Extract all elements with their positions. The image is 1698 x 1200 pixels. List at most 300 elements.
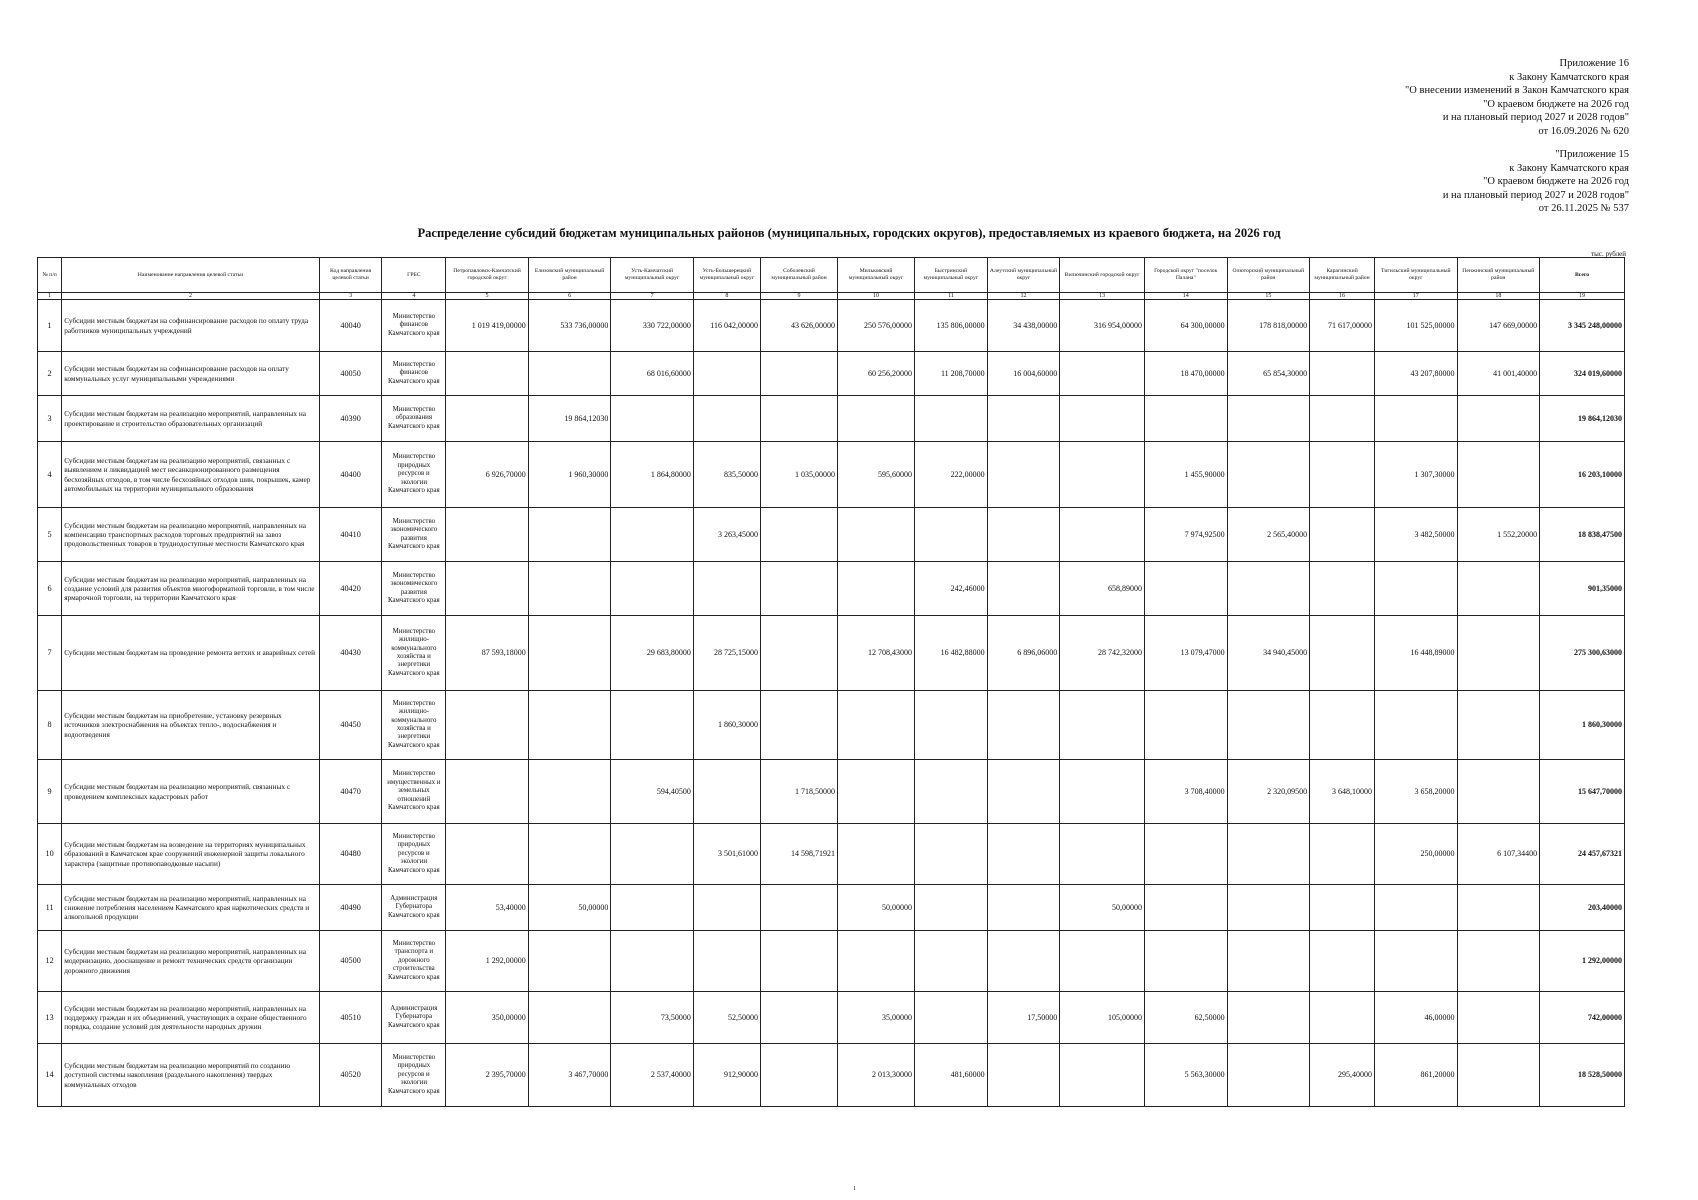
value-cell: 250,00000: [1375, 824, 1458, 885]
column-number: 18: [1457, 293, 1540, 300]
value-cell: [446, 760, 529, 824]
value-cell: [1145, 396, 1228, 442]
total-cell: 324 019,60000: [1540, 352, 1625, 396]
value-cell: [915, 396, 988, 442]
row-number-cell: 4: [38, 442, 62, 508]
value-cell: 3 658,20000: [1375, 760, 1458, 824]
direction-code-cell: 40490: [319, 885, 382, 931]
value-cell: 330 722,00000: [611, 300, 694, 352]
value-cell: [528, 760, 611, 824]
value-cell: [1310, 352, 1375, 396]
value-cell: [838, 396, 915, 442]
direction-code-cell: 40430: [319, 616, 382, 691]
row-number-cell: 13: [38, 992, 62, 1044]
table-row: [38, 616, 1625, 691]
value-cell: [1060, 691, 1145, 760]
value-cell: [760, 931, 837, 992]
table-row: [38, 508, 1625, 562]
value-cell: [1060, 396, 1145, 442]
appendix-line: Приложение 16: [1559, 58, 1629, 69]
value-cell: [446, 396, 529, 442]
value-cell: [987, 1044, 1060, 1107]
total-cell: 15 647,70000: [1540, 760, 1625, 824]
appendix-line: "О внесении изменений в Закон Камчатского края: [1405, 85, 1629, 97]
table-body: [38, 300, 1625, 1107]
value-cell: [915, 760, 988, 824]
value-cell: 350,00000: [446, 992, 529, 1044]
value-cell: [693, 352, 760, 396]
value-cell: 2 395,70000: [446, 1044, 529, 1107]
value-cell: 3 708,40000: [1145, 760, 1228, 824]
grbs-cell: Администрация Губернатора Камчатского края: [382, 992, 446, 1044]
table-row: [38, 396, 1625, 442]
value-cell: 1 864,80000: [611, 442, 694, 508]
value-cell: [987, 824, 1060, 885]
value-cell: [1310, 508, 1375, 562]
value-cell: 68 016,60000: [611, 352, 694, 396]
value-cell: [1375, 562, 1458, 616]
grbs-cell: Министерство природных ресурсов и экологии Камчатского края: [382, 1044, 446, 1107]
grbs-cell: Министерство финансов Камчатского края: [382, 352, 446, 396]
value-cell: [1227, 931, 1310, 992]
table-row: [38, 1044, 1625, 1107]
value-cell: 13 079,47000: [1145, 616, 1228, 691]
value-cell: 101 525,00000: [1375, 300, 1458, 352]
value-cell: [611, 691, 694, 760]
direction-name-cell: Субсидии местным бюджетам на реализацию мероприятий, направленных на снижение потребления населением Камчатского края наркотических средств и алкогольной продукции: [62, 885, 320, 931]
column-number: 16: [1310, 293, 1375, 300]
value-cell: 50,00000: [528, 885, 611, 931]
value-cell: [838, 508, 915, 562]
value-cell: [1060, 824, 1145, 885]
column-number: 14: [1145, 293, 1228, 300]
value-cell: [611, 824, 694, 885]
column-header: Наименование направления целевой статьи: [62, 258, 320, 293]
value-cell: 73,50000: [611, 992, 694, 1044]
value-cell: [528, 824, 611, 885]
value-cell: [1145, 885, 1228, 931]
value-cell: [446, 508, 529, 562]
value-cell: [1227, 396, 1310, 442]
value-cell: [1310, 396, 1375, 442]
value-cell: [915, 885, 988, 931]
grbs-cell: Министерство природных ресурсов и экологии Камчатского края: [382, 824, 446, 885]
total-cell: 18 838,47500: [1540, 508, 1625, 562]
appendix-line: к Закону Камчатского края: [1509, 71, 1629, 83]
table-row: [38, 760, 1625, 824]
grbs-cell: Министерство экономического развития Камчатского края: [382, 562, 446, 616]
value-cell: 835,50000: [693, 442, 760, 508]
value-cell: [760, 352, 837, 396]
value-cell: 7 974,92500: [1145, 508, 1228, 562]
value-cell: 1 019 419,00000: [446, 300, 529, 352]
value-cell: [987, 760, 1060, 824]
value-cell: 250 576,00000: [838, 300, 915, 352]
grbs-cell: Министерство финансов Камчатского края: [382, 300, 446, 352]
value-cell: [1310, 616, 1375, 691]
value-cell: [760, 992, 837, 1044]
direction-name-cell: Субсидии местным бюджетам на софинансирование расходов по оплату труда работников муниципальных учреждений: [62, 300, 320, 352]
column-header: Всего: [1540, 258, 1625, 293]
value-cell: [528, 931, 611, 992]
table-row: [38, 352, 1625, 396]
column-header: Городской округ "поселок Палана": [1145, 258, 1228, 293]
column-number: 7: [611, 293, 694, 300]
value-cell: 242,46000: [915, 562, 988, 616]
value-cell: [760, 562, 837, 616]
value-cell: [446, 562, 529, 616]
table-row: [38, 885, 1625, 931]
direction-name-cell: Субсидии местным бюджетам на приобретение, установку резервных источников электроснабжения на объектах тепло-, водоснабжения и водоотведения: [62, 691, 320, 760]
direction-code-cell: 40470: [319, 760, 382, 824]
value-cell: [1310, 992, 1375, 1044]
value-cell: [838, 691, 915, 760]
value-cell: [528, 992, 611, 1044]
value-cell: 6 896,06000: [987, 616, 1060, 691]
direction-name-cell: Субсидии местным бюджетам на софинансирование расходов на оплату коммунальных услуг муниципальными учреждениями: [62, 352, 320, 396]
value-cell: [1060, 1044, 1145, 1107]
value-cell: [760, 616, 837, 691]
value-cell: 65 854,30000: [1227, 352, 1310, 396]
value-cell: 62,50000: [1145, 992, 1228, 1044]
total-cell: 275 300,63000: [1540, 616, 1625, 691]
direction-name-cell: Субсидии местным бюджетам на реализацию мероприятий, направленных на создание условий для развития объектов многоформатной торговли, в том числе ярмарочной торговли, на территории Камчатского края: [62, 562, 320, 616]
value-cell: [760, 508, 837, 562]
direction-name-cell: Субсидии местным бюджетам на проведение ремонта ветхих и аварийных сетей: [62, 616, 320, 691]
value-cell: [915, 691, 988, 760]
value-cell: 2 013,30000: [838, 1044, 915, 1107]
header-row: [38, 258, 1625, 293]
column-header: Усть-Камчатский муниципальный округ: [611, 258, 694, 293]
column-number: 15: [1227, 293, 1310, 300]
grbs-cell: Министерство природных ресурсов и экологии Камчатского края: [382, 442, 446, 508]
value-cell: [1227, 824, 1310, 885]
value-cell: [1227, 562, 1310, 616]
grbs-cell: Министерство экономического развития Камчатского края: [382, 508, 446, 562]
value-cell: [1310, 691, 1375, 760]
value-cell: [693, 931, 760, 992]
value-cell: 29 683,80000: [611, 616, 694, 691]
value-cell: 594,40500: [611, 760, 694, 824]
value-cell: [1457, 931, 1540, 992]
appendix-line: от 26.11.2025 № 537: [1538, 203, 1629, 215]
value-cell: 1 552,20000: [1457, 508, 1540, 562]
value-cell: [446, 824, 529, 885]
direction-name-cell: Субсидии местным бюджетам на реализацию мероприятий, направленных на компенсацию транспортных расходов торговых предприятий на завоз продовольственных товаров в труднодоступные местности Камчатского края: [62, 508, 320, 562]
value-cell: 35,00000: [838, 992, 915, 1044]
column-header: ГРБС: [382, 258, 446, 293]
value-cell: 595,60000: [838, 442, 915, 508]
value-cell: 43 207,80000: [1375, 352, 1458, 396]
value-cell: 46,00000: [1375, 992, 1458, 1044]
value-cell: [1457, 885, 1540, 931]
row-number-cell: 11: [38, 885, 62, 931]
page-number: 1: [853, 1186, 856, 1192]
grbs-cell: Министерство имущественных и земельных отношений Камчатского края: [382, 760, 446, 824]
total-cell: 203,40000: [1540, 885, 1625, 931]
value-cell: [760, 691, 837, 760]
value-cell: [1145, 691, 1228, 760]
grbs-cell: Министерство транспорта и дорожного строительства Камчатского края: [382, 931, 446, 992]
column-number: 12: [987, 293, 1060, 300]
table-row: [38, 824, 1625, 885]
total-cell: 1 292,00000: [1540, 931, 1625, 992]
value-cell: 14 598,71921: [760, 824, 837, 885]
value-cell: [1457, 562, 1540, 616]
grbs-cell: Министерство образования Камчатского края: [382, 396, 446, 442]
value-cell: [693, 760, 760, 824]
value-cell: 135 806,00000: [915, 300, 988, 352]
value-cell: [1060, 352, 1145, 396]
value-cell: 34 940,45000: [1227, 616, 1310, 691]
table-row: [38, 992, 1625, 1044]
value-cell: [528, 508, 611, 562]
row-number-cell: 12: [38, 931, 62, 992]
value-cell: 71 617,00000: [1310, 300, 1375, 352]
row-number-cell: 10: [38, 824, 62, 885]
value-cell: [1145, 562, 1228, 616]
total-cell: 16 203,10000: [1540, 442, 1625, 508]
direction-code-cell: 40050: [319, 352, 382, 396]
value-cell: 18 470,00000: [1145, 352, 1228, 396]
column-header: Олюторский муниципальный район: [1227, 258, 1310, 293]
value-cell: [915, 824, 988, 885]
value-cell: [838, 931, 915, 992]
appendix-line: "О краевом бюджете на 2026 год: [1483, 98, 1629, 110]
column-number: 1: [38, 293, 62, 300]
table-row: [38, 300, 1625, 352]
appendix-line: от 16.09.2026 № 620: [1538, 125, 1629, 137]
direction-code-cell: 40520: [319, 1044, 382, 1107]
column-header: Тигильский муниципальный округ: [1375, 258, 1458, 293]
value-cell: [1375, 885, 1458, 931]
column-header: Быстринский муниципальный округ: [915, 258, 988, 293]
value-cell: [1060, 508, 1145, 562]
value-cell: [528, 616, 611, 691]
value-cell: 2 320,09500: [1227, 760, 1310, 824]
column-header: Пенжинский муниципальный район: [1457, 258, 1540, 293]
total-cell: 742,00000: [1540, 992, 1625, 1044]
value-cell: 52,50000: [693, 992, 760, 1044]
value-cell: [760, 396, 837, 442]
column-number: 3: [319, 293, 382, 300]
column-header: Код направления целевой статьи: [319, 258, 382, 293]
value-cell: [915, 508, 988, 562]
value-cell: [1375, 931, 1458, 992]
value-cell: 861,20000: [1375, 1044, 1458, 1107]
column-number: 10: [838, 293, 915, 300]
value-cell: 16 004,60000: [987, 352, 1060, 396]
column-number: 5: [446, 293, 529, 300]
column-header: Мильковский муниципальный округ: [838, 258, 915, 293]
value-cell: [1457, 396, 1540, 442]
appendix-old-header: [1443, 148, 1629, 216]
value-cell: 533 736,00000: [528, 300, 611, 352]
column-number: 17: [1375, 293, 1458, 300]
value-cell: 17,50000: [987, 992, 1060, 1044]
table-header: [38, 258, 1625, 300]
direction-code-cell: 40400: [319, 442, 382, 508]
value-cell: 16 448,89000: [1375, 616, 1458, 691]
column-header: Карагинский муниципальный район: [1310, 258, 1375, 293]
table-row: [38, 691, 1625, 760]
value-cell: 6 926,70000: [446, 442, 529, 508]
appendix-line: и на плановый период 2027 и 2028 годов": [1442, 112, 1629, 124]
row-number-cell: 2: [38, 352, 62, 396]
value-cell: [1310, 931, 1375, 992]
row-number-cell: 8: [38, 691, 62, 760]
row-number-cell: 3: [38, 396, 62, 442]
column-number: 2: [62, 293, 320, 300]
column-header: № п/п: [38, 258, 62, 293]
value-cell: [1310, 885, 1375, 931]
value-cell: [1060, 442, 1145, 508]
grbs-cell: Администрация Губернатора Камчатского края: [382, 885, 446, 931]
value-cell: [611, 396, 694, 442]
value-cell: [693, 562, 760, 616]
value-cell: [915, 992, 988, 1044]
value-cell: [611, 885, 694, 931]
value-cell: [446, 352, 529, 396]
value-cell: [1457, 1044, 1540, 1107]
value-cell: [1457, 616, 1540, 691]
value-cell: 34 438,00000: [987, 300, 1060, 352]
total-cell: 18 528,50000: [1540, 1044, 1625, 1107]
direction-code-cell: 40480: [319, 824, 382, 885]
value-cell: [987, 931, 1060, 992]
value-cell: 2 565,40000: [1227, 508, 1310, 562]
value-cell: [987, 442, 1060, 508]
total-cell: 19 864,12030: [1540, 396, 1625, 442]
column-number: 8: [693, 293, 760, 300]
column-number: 19: [1540, 293, 1625, 300]
direction-code-cell: 40410: [319, 508, 382, 562]
direction-name-cell: Субсидии местным бюджетам на реализацию мероприятий, направленных на проектирование и строительство образовательных организаций: [62, 396, 320, 442]
value-cell: [987, 562, 1060, 616]
value-cell: [528, 562, 611, 616]
value-cell: 6 107,34400: [1457, 824, 1540, 885]
column-header: Соболевский муниципальный район: [760, 258, 837, 293]
value-cell: 41 001,40000: [1457, 352, 1540, 396]
value-cell: [1310, 824, 1375, 885]
direction-code-cell: 40040: [319, 300, 382, 352]
column-number: 9: [760, 293, 837, 300]
value-cell: [1227, 691, 1310, 760]
value-cell: 658,89000: [1060, 562, 1145, 616]
total-cell: 24 457,67321: [1540, 824, 1625, 885]
value-cell: 53,40000: [446, 885, 529, 931]
table-row: [38, 931, 1625, 992]
unit-label: тыс. рублей: [1591, 250, 1626, 258]
direction-name-cell: Субсидии местным бюджетам на реализацию мероприятий, направленных на модернизацию, дооснащение и ремонт технических средств организации дорожного движения: [62, 931, 320, 992]
column-header: Алеутский муниципальный округ: [987, 258, 1060, 293]
direction-name-cell: Субсидии местным бюджетам на возведение на территориях муниципальных образований в Камчатском крае сооружений инженерной защиты локального характера (защитные противопаводковые насыпи): [62, 824, 320, 885]
column-header: Петропавловск-Камчатский городской округ: [446, 258, 529, 293]
value-cell: 316 954,00000: [1060, 300, 1145, 352]
document-title: Распределение субсидий бюджетам муниципальных районов (муниципальных, городских округов), предоставляемых из краевого бюджета, на 2026 год: [417, 226, 1281, 240]
subsidy-distribution-table: [37, 257, 1625, 1107]
value-cell: [1310, 562, 1375, 616]
value-cell: [528, 691, 611, 760]
value-cell: [446, 691, 529, 760]
row-number-cell: 7: [38, 616, 62, 691]
value-cell: [1457, 992, 1540, 1044]
value-cell: 178 818,00000: [1227, 300, 1310, 352]
total-cell: 1 860,30000: [1540, 691, 1625, 760]
column-number: 6: [528, 293, 611, 300]
value-cell: 295,40000: [1310, 1044, 1375, 1107]
value-cell: 2 537,40000: [611, 1044, 694, 1107]
value-cell: 3 648,10000: [1310, 760, 1375, 824]
value-cell: [987, 508, 1060, 562]
value-cell: [1457, 760, 1540, 824]
table-row: [38, 442, 1625, 508]
value-cell: 481,60000: [915, 1044, 988, 1107]
value-cell: 105,00000: [1060, 992, 1145, 1044]
value-cell: [1375, 396, 1458, 442]
value-cell: [760, 1044, 837, 1107]
value-cell: [693, 885, 760, 931]
direction-code-cell: 40500: [319, 931, 382, 992]
value-cell: 3 467,70000: [528, 1044, 611, 1107]
column-header: Вилючинский городской округ: [1060, 258, 1145, 293]
value-cell: [1145, 824, 1228, 885]
value-cell: 60 256,20000: [838, 352, 915, 396]
column-header: Усть-Большерецкий муниципальный округ: [693, 258, 760, 293]
value-cell: [838, 562, 915, 616]
value-cell: 3 263,45000: [693, 508, 760, 562]
value-cell: 1 455,90000: [1145, 442, 1228, 508]
value-cell: 19 864,12030: [528, 396, 611, 442]
direction-code-cell: 40450: [319, 691, 382, 760]
value-cell: 50,00000: [1060, 885, 1145, 931]
direction-name-cell: Субсидии местным бюджетам на реализацию мероприятий, направленных на поддержку граждан и их объединений, участвующих в охране общественного порядка, создание условий для деятельности народных дружин: [62, 992, 320, 1044]
value-cell: [987, 396, 1060, 442]
direction-code-cell: 40510: [319, 992, 382, 1044]
value-cell: [1060, 760, 1145, 824]
row-number-cell: 1: [38, 300, 62, 352]
direction-name-cell: Субсидии местным бюджетам на реализацию мероприятий, связанных с проведением комплексных кадастровых работ: [62, 760, 320, 824]
column-number: 4: [382, 293, 446, 300]
value-cell: 1 292,00000: [446, 931, 529, 992]
value-cell: [760, 885, 837, 931]
value-cell: 50,00000: [838, 885, 915, 931]
value-cell: 147 669,00000: [1457, 300, 1540, 352]
value-cell: 912,90000: [693, 1044, 760, 1107]
value-cell: 116 042,00000: [693, 300, 760, 352]
value-cell: 1 307,30000: [1375, 442, 1458, 508]
value-cell: [987, 885, 1060, 931]
value-cell: 64 300,00000: [1145, 300, 1228, 352]
value-cell: 12 708,43000: [838, 616, 915, 691]
value-cell: [1457, 442, 1540, 508]
appendix-line: и на плановый период 2027 и 2028 годов": [1442, 189, 1629, 201]
value-cell: [1227, 992, 1310, 1044]
total-cell: 3 345 248,00000: [1540, 300, 1625, 352]
direction-name-cell: Субсидии местным бюджетам на реализацию мероприятий по созданию доступной системы накопления (раздельного накопления) твердых коммунальных отходов: [62, 1044, 320, 1107]
grbs-cell: Министерство жилищно-коммунального хозяйства и энергетики Камчатского края: [382, 616, 446, 691]
value-cell: [915, 931, 988, 992]
value-cell: 1 860,30000: [693, 691, 760, 760]
direction-code-cell: 40420: [319, 562, 382, 616]
value-cell: [1375, 691, 1458, 760]
column-number-row: [38, 293, 1625, 300]
value-cell: [693, 396, 760, 442]
value-cell: 1 718,50000: [760, 760, 837, 824]
row-number-cell: 6: [38, 562, 62, 616]
value-cell: 1 960,30000: [528, 442, 611, 508]
value-cell: [611, 562, 694, 616]
